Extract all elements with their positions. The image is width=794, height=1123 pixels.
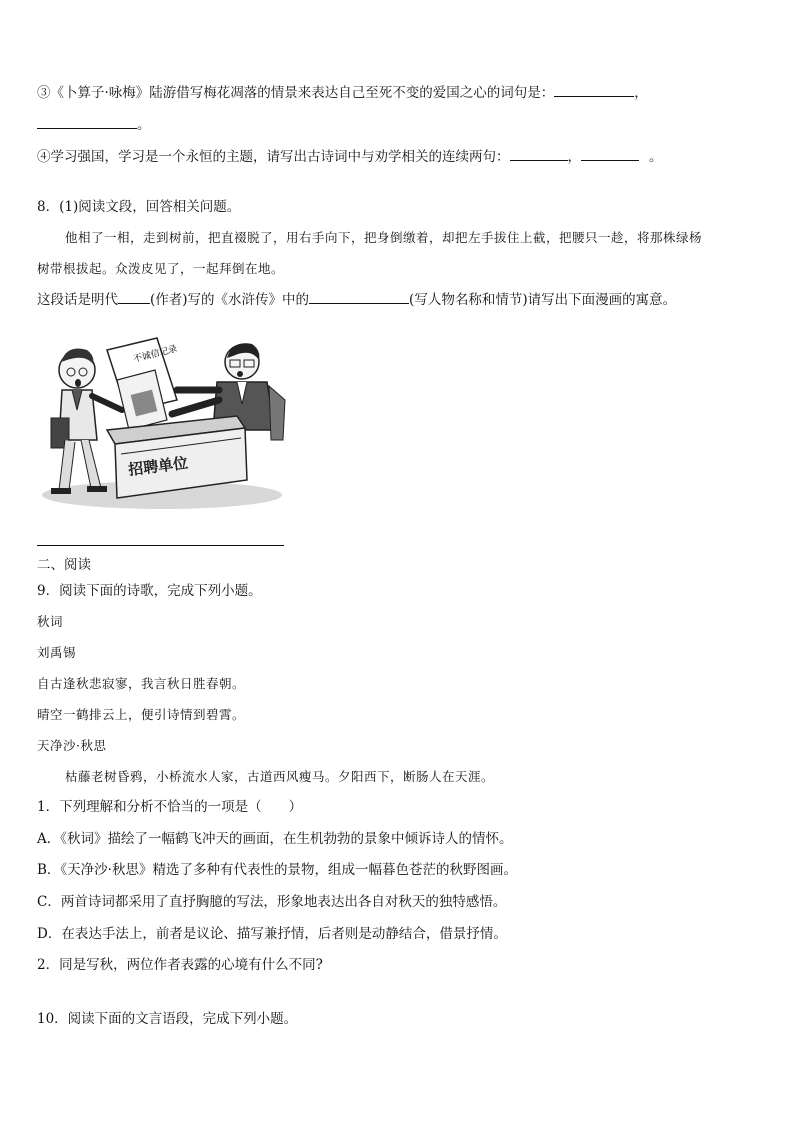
answer-blank[interactable] <box>581 146 639 161</box>
period: 。 <box>649 149 663 165</box>
cartoon-doc-label: 不诚信记录 <box>132 344 179 365</box>
q10-heading: 10．阅读下面的文言语段，完成下列小题。 <box>37 1011 298 1027</box>
q9-option-b[interactable]: B．《天净沙·秋思》精选了多种有代表性的景物，组成一幅暮色苍茫的秋野图画。 <box>37 862 517 878</box>
poem1-title: 秋词 <box>37 614 64 629</box>
q8-item4-text: ④学习强国，学习是一个永恒的主题，请写出古诗词中与劝学相关的连续两句： <box>37 149 510 165</box>
q9-sub1: 1．下列理解和分析不恰当的一项是（ ） <box>37 799 303 815</box>
q8-passage-line1: 他相了一相，走到树前，把直裰脱了，用右手向下，把身倒缴着，却把左手拔住上截，把腰只一趁，将那株绿杨 <box>65 230 703 245</box>
section2-heading: 二、阅读 <box>37 557 91 573</box>
cartoon-image <box>37 330 287 510</box>
answer-blank[interactable] <box>554 82 634 97</box>
q9-heading: 9．阅读下面的诗歌，完成下列小题。 <box>37 583 262 599</box>
q9-option-c[interactable]: C．两首诗词都采用了直抒胸臆的写法，形象地表达出各自对秋天的独特感悟。 <box>37 894 507 910</box>
q8-item4 <box>37 146 663 167</box>
q8-fill-part2: (作者)写的《水浒传》中的 <box>150 292 310 308</box>
separator: ， <box>567 149 581 165</box>
paper-documents <box>107 338 178 430</box>
job-seeker-figure <box>51 349 122 495</box>
period: 。 <box>137 117 151 133</box>
q8-passage-line2: 树带根拔起。众泼皮见了，一起拜倒在地。 <box>37 261 285 276</box>
poem1-line1: 自古逢秋悲寂寥，我言秋日胜春朝。 <box>37 676 246 691</box>
q9-option-d[interactable]: D．在表达手法上，前者是议论、描写兼抒情，后者则是动静结合，借景抒情。 <box>37 926 507 942</box>
q8-item3-text: ③《卜算子·咏梅》陆游借写梅花凋落的情景来表达自己至死不变的爱国之心的词句是： <box>37 85 555 101</box>
answer-blank[interactable] <box>510 146 568 161</box>
answer-line[interactable] <box>37 545 284 546</box>
poem1-author: 刘禹锡 <box>37 645 77 660</box>
answer-blank[interactable] <box>37 114 137 129</box>
q8-fill-part3: (写人物名称和情节)请写出下面漫画的寓意。 <box>409 292 677 308</box>
q8-item3-cont <box>37 114 151 135</box>
separator: ， <box>634 85 648 101</box>
character-blank[interactable] <box>309 289 409 304</box>
q9-option-a[interactable]: A．《秋词》描绘了一幅鹤飞冲天的画面，在生机勃勃的景象中倾诉诗人的情怀。 <box>37 831 513 847</box>
poem2-text: 枯藤老树昏鸦，小桥流水人家，古道西风瘦马。夕阳西下，断肠人在天涯。 <box>65 769 495 784</box>
poem1-line2: 晴空一鹤排云上，便引诗情到碧霄。 <box>37 707 246 722</box>
q8-heading: 8．(1)阅读文段，回答相关问题。 <box>37 199 241 215</box>
q9-sub2: 2．同是写秋，两位作者表露的心境有什么不同? <box>37 957 323 973</box>
author-blank[interactable] <box>118 289 150 304</box>
poem2-title: 天净沙·秋思 <box>37 738 107 753</box>
q8-fill-line <box>37 289 676 310</box>
q8-fill-part1: 这段话是明代 <box>37 292 118 308</box>
cartoon-desk-sign: 招聘单位 <box>127 453 190 479</box>
q8-item3 <box>37 82 648 103</box>
